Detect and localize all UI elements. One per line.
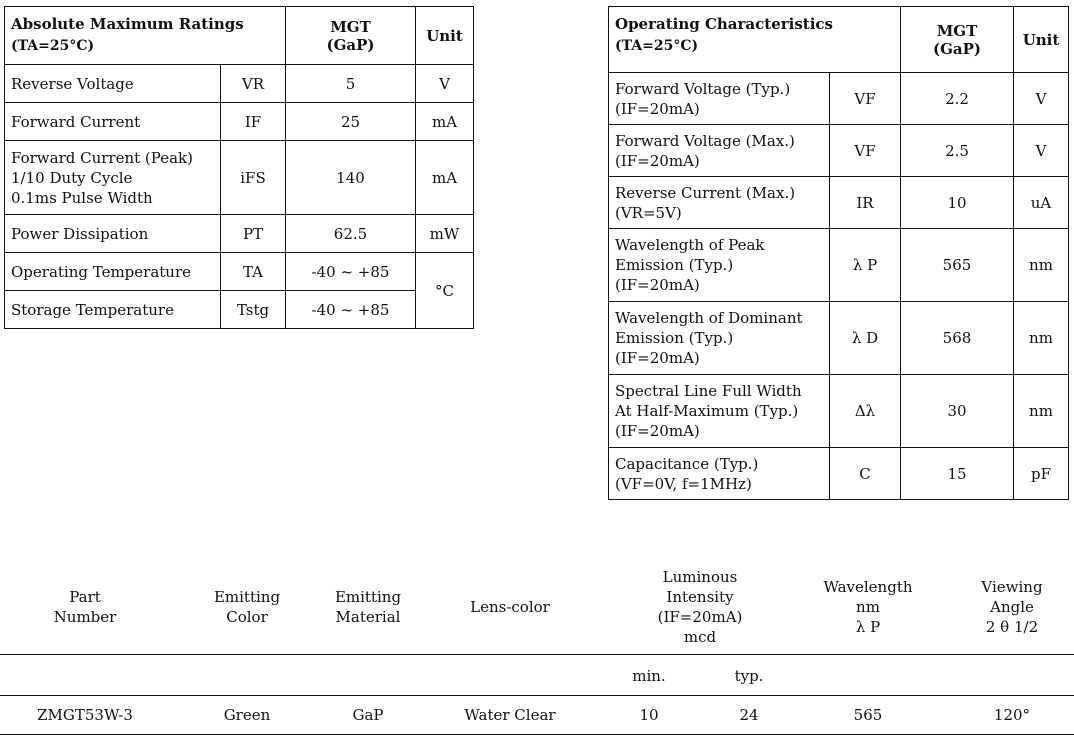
row-divider [0, 654, 1074, 655]
cell-emitting-color: Green [223, 706, 271, 724]
amr-row [5, 215, 474, 253]
amr-row [5, 65, 474, 103]
amr-symbol: VR [221, 65, 286, 103]
oc-value: 30 [901, 375, 1014, 448]
oc-unit: V [1014, 125, 1069, 177]
oc-unit: pF [1014, 448, 1069, 500]
oc-symbol: C [830, 448, 901, 500]
oc-param: Reverse Current (Max.) (VR=5V) [609, 177, 830, 229]
row-divider [0, 734, 1074, 735]
oc-param: Capacitance (Typ.) (VF=0V, f=1MHz) [609, 448, 830, 500]
oc-value: 15 [901, 448, 1014, 500]
subheader-min: min. [632, 667, 666, 685]
oc-unit: V [1014, 73, 1069, 125]
oc-value: 568 [901, 302, 1014, 375]
amr-symbol: TA [221, 253, 286, 291]
subheader-typ: typ. [734, 667, 764, 685]
oc-unit: nm [1014, 375, 1069, 448]
oc-param: Forward Voltage (Typ.) (IF=20mA) [609, 73, 830, 125]
amr-value: 62.5 [286, 215, 416, 253]
amr-title-cell [5, 7, 286, 65]
cell-part-number: ZMGT53W-3 [37, 706, 133, 724]
amr-col-unit: Unit [416, 7, 474, 65]
cell-wavelength: 565 [853, 706, 883, 724]
amr-value: 5 [286, 65, 416, 103]
header-lens-color: Lens-color [470, 598, 550, 616]
oc-symbol: VF [830, 125, 901, 177]
header-emitting-color: Emitting Color [213, 588, 281, 626]
oc-param: Forward Voltage (Max.) (IF=20mA) [609, 125, 830, 177]
amr-unit: mW [416, 215, 474, 253]
oc-row [609, 448, 1069, 500]
amr-condition: (TA=25°C) [11, 38, 95, 54]
amr-value: -40 ~ +85 [286, 253, 416, 291]
amr-row [5, 141, 474, 215]
oc-row [609, 302, 1069, 375]
oc-value: 2.2 [901, 73, 1014, 125]
amr-symbol: PT [221, 215, 286, 253]
amr-param: Forward Current (Peak) 1/10 Duty Cycle 0.1ms Pulse Width [5, 141, 221, 215]
oc-title-cell [609, 7, 901, 73]
amr-symbol: iFS [221, 141, 286, 215]
oc-symbol: λ P [830, 229, 901, 302]
oc-param: Wavelength of Dominant Emission (Typ.) (IF=20mA) [609, 302, 830, 375]
oc-unit: nm [1014, 302, 1069, 375]
oc-col-mgt: MGT (GaP) [901, 7, 1014, 73]
oc-symbol: IR [830, 177, 901, 229]
amr-symbol: IF [221, 103, 286, 141]
oc-symbol: VF [830, 73, 901, 125]
operating-characteristics-table [608, 6, 1069, 500]
header-luminous-intensity: Luminous Intensity (IF=20mA) mcd [657, 568, 743, 646]
amr-row [5, 103, 474, 141]
header-wavelength: Wavelength nm λ P [823, 578, 913, 636]
oc-param: Wavelength of Peak Emission (Typ.) (IF=20mA) [609, 229, 830, 302]
amr-param: Operating Temperature [5, 253, 221, 291]
header-part-number: Part Number [53, 588, 117, 626]
oc-row [609, 73, 1069, 125]
amr-unit: V [416, 65, 474, 103]
oc-symbol: λ D [830, 302, 901, 375]
header-viewing-angle: Viewing Angle 2 θ 1/2 [981, 578, 1043, 636]
oc-row [609, 125, 1069, 177]
amr-param: Reverse Voltage [5, 65, 221, 103]
amr-param: Storage Temperature [5, 291, 221, 329]
oc-value: 10 [901, 177, 1014, 229]
oc-value: 2.5 [901, 125, 1014, 177]
cell-intensity-typ: 24 [739, 706, 759, 724]
oc-symbol: Δλ [830, 375, 901, 448]
amr-row [5, 291, 474, 329]
oc-unit: uA [1014, 177, 1069, 229]
oc-unit: nm [1014, 229, 1069, 302]
oc-row [609, 177, 1069, 229]
cell-lens-color: Water Clear [464, 706, 556, 724]
amr-unit: mA [416, 141, 474, 215]
oc-row [609, 375, 1069, 448]
amr-symbol: Tstg [221, 291, 286, 329]
absolute-maximum-ratings-table [4, 6, 474, 329]
amr-value: 140 [286, 141, 416, 215]
amr-col-mgt: MGT (GaP) [286, 7, 416, 65]
amr-unit: mA [416, 103, 474, 141]
oc-row [609, 229, 1069, 302]
oc-value: 565 [901, 229, 1014, 302]
cell-emitting-material: GaP [352, 706, 384, 724]
oc-col-unit: Unit [1014, 7, 1069, 73]
amr-value: 25 [286, 103, 416, 141]
amr-title: Absolute Maximum Ratings [11, 15, 244, 33]
amr-unit: °C [416, 253, 474, 329]
row-divider [0, 695, 1074, 696]
oc-param: Spectral Line Full Width At Half-Maximum (Typ.) (IF=20mA) [609, 375, 830, 448]
amr-row [5, 253, 474, 291]
cell-viewing-angle: 120° [993, 706, 1031, 724]
amr-param: Forward Current [5, 103, 221, 141]
header-emitting-material: Emitting Material [334, 588, 402, 626]
amr-param: Power Dissipation [5, 215, 221, 253]
oc-title: Operating Characteristics [615, 15, 834, 33]
cell-intensity-min: 10 [639, 706, 659, 724]
amr-value: -40 ~ +85 [286, 291, 416, 329]
oc-condition: (TA=25°C) [615, 38, 699, 54]
